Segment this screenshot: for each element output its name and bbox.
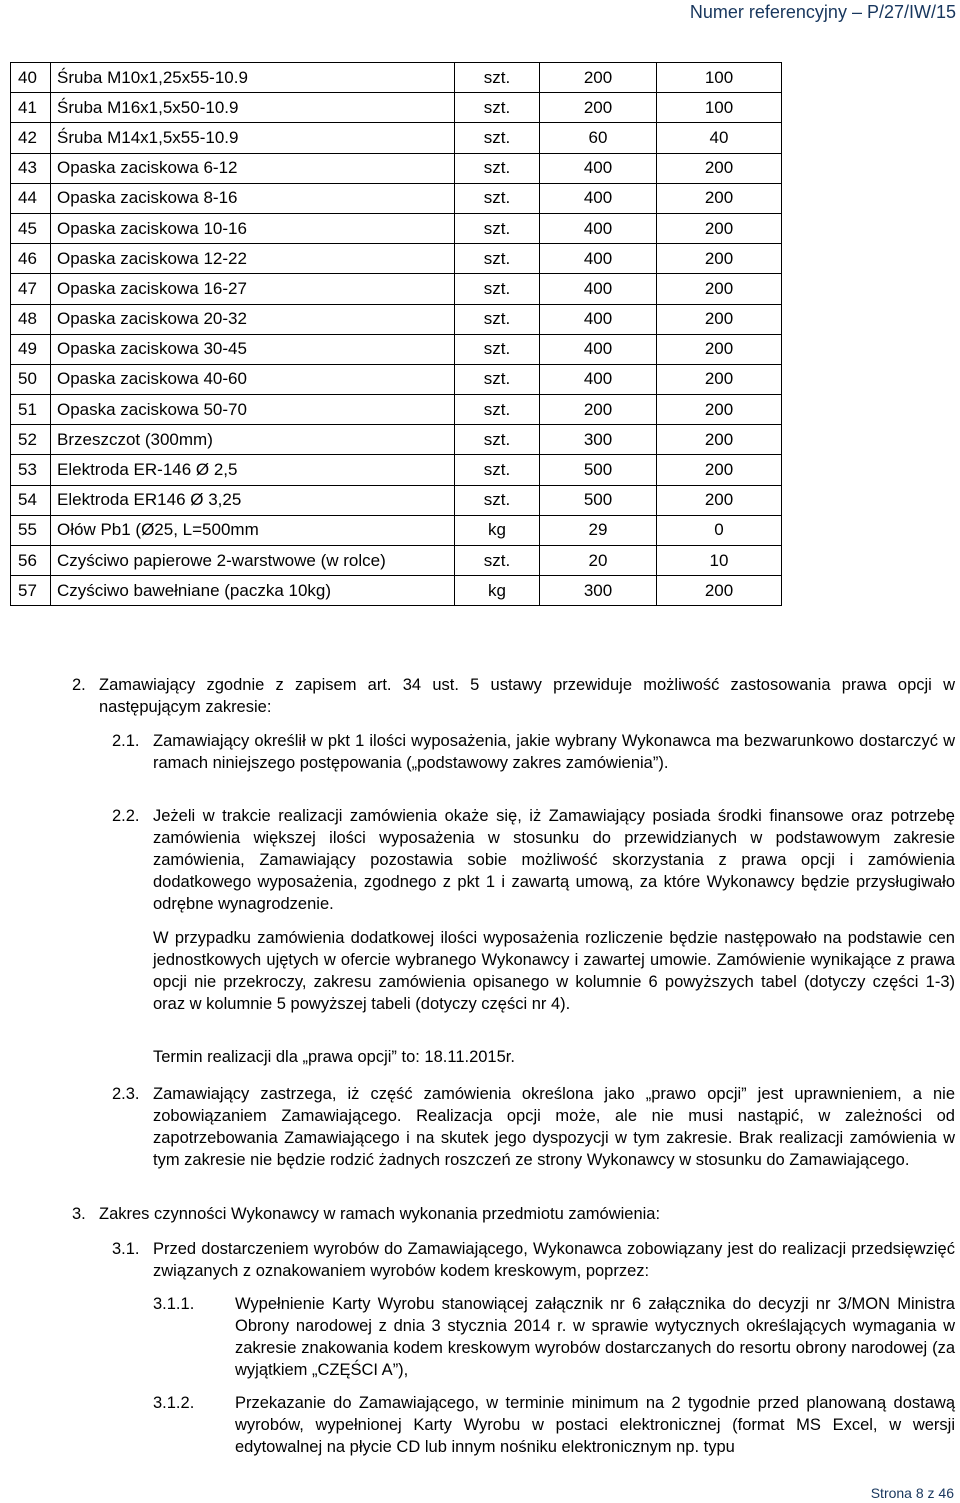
table-row — [11, 123, 782, 153]
cell-num: 52 — [11, 425, 51, 455]
section-2-label: 2. — [72, 676, 86, 694]
cell-qty2: 200 — [657, 334, 782, 364]
cell-name: Śruba M16x1,5x50-10.9 — [51, 93, 455, 123]
cell-qty1: 500 — [540, 455, 657, 485]
cell-num: 40 — [11, 63, 51, 93]
table-row — [11, 274, 782, 304]
cell-qty2: 200 — [657, 153, 782, 183]
table-row — [11, 515, 782, 545]
cell-qty2: 200 — [657, 364, 782, 394]
cell-num: 57 — [11, 576, 51, 606]
cell-num: 46 — [11, 244, 51, 274]
section-3-1-text: Przed dostarczeniem wyrobów do Zamawiającego, Wykonawca zobowiązany jest do realizacji przedsięwzięć związanych z oznakowaniem wyrobów kodem kreskowym, poprzez: — [153, 1240, 955, 1280]
cell-qty1: 400 — [540, 274, 657, 304]
section-3-1-1-text: Wypełnienie Karty Wyrobu stanowiącej załącznik nr 6 załącznika do decyzji nr 3/MON Ministra Obrony narodowej z dnia 3 stycznia 2014 r. w sprawie wytycznych określających wymagania w zakresie znakowania kodem kreskowym wyrobów dostarczanych do resortu obrony narodowej (za wyjątkiem „CZĘŚCI A”), — [235, 1295, 955, 1379]
cell-qty2: 200 — [657, 274, 782, 304]
section-3-1-label: 3.1. — [112, 1240, 140, 1258]
cell-qty2: 200 — [657, 455, 782, 485]
cell-qty1: 20 — [540, 546, 657, 576]
cell-unit: szt. — [455, 334, 540, 364]
cell-name: Elektroda ER146 Ø 3,25 — [51, 485, 455, 515]
cell-qty2: 200 — [657, 395, 782, 425]
cell-qty2: 40 — [657, 123, 782, 153]
cell-unit: szt. — [455, 244, 540, 274]
cell-name: Ołów Pb1 (Ø25, L=500mm — [51, 515, 455, 545]
cell-qty1: 29 — [540, 515, 657, 545]
cell-unit: szt. — [455, 153, 540, 183]
cell-num: 47 — [11, 274, 51, 304]
cell-num: 50 — [11, 364, 51, 394]
cell-unit: szt. — [455, 93, 540, 123]
equipment-table-body — [11, 63, 782, 606]
table-row — [11, 425, 782, 455]
cell-num: 48 — [11, 304, 51, 334]
cell-name: Brzeszczot (300mm) — [51, 425, 455, 455]
section-3-1-2-label: 3.1.2. — [153, 1394, 195, 1412]
section-2-2-text: Jeżeli w trakcie realizacji zamówienia okaże się, iż Zamawiający posiada środki finansowe oraz potrzebę zamówienia większej ilości wyposażenia w stosunku do przewidzianych w podstawowym zakresie zamówienia, Zamawiający pozostawia sobie możliwość skorzystania z prawa opcji i zamówienia dodatkowego wyposażenia, zgodnego z pkt 1 i zawartą umową, za które Wykonawcy będzie przysługiwało odrębne wynagrodzenie. — [153, 807, 955, 913]
table-row — [11, 93, 782, 123]
cell-qty1: 300 — [540, 576, 657, 606]
cell-qty2: 100 — [657, 63, 782, 93]
cell-qty2: 200 — [657, 183, 782, 213]
cell-num: 44 — [11, 183, 51, 213]
cell-name: Opaska zaciskowa 10-16 — [51, 213, 455, 243]
cell-qty1: 500 — [540, 485, 657, 515]
cell-qty1: 60 — [540, 123, 657, 153]
section-3-1-2-text: Przekazanie do Zamawiającego, w terminie minimum na 2 tygodnie przed planowaną dostawą wyrobów, wypełnionej Karty Wyrobu w postaci elektronicznej (format MS Excel, w wersji edytowalnej na płycie CD lub innym nośniku elektronicznym np. typu — [235, 1394, 955, 1456]
cell-name: Opaska zaciskowa 6-12 — [51, 153, 455, 183]
table-row — [11, 455, 782, 485]
cell-qty2: 200 — [657, 576, 782, 606]
cell-name: Opaska zaciskowa 16-27 — [51, 274, 455, 304]
option-deadline-text: Termin realizacji dla „prawa opcji” to: 18.11.2015r. — [153, 1048, 515, 1066]
cell-unit: szt. — [455, 63, 540, 93]
cell-name: Opaska zaciskowa 40-60 — [51, 364, 455, 394]
cell-unit: szt. — [455, 455, 540, 485]
cell-num: 55 — [11, 515, 51, 545]
cell-name: Elektroda ER-146 Ø 2,5 — [51, 455, 455, 485]
cell-qty2: 100 — [657, 93, 782, 123]
section-3-1-1-label: 3.1.1. — [153, 1295, 195, 1313]
table-row — [11, 395, 782, 425]
cell-qty2: 200 — [657, 304, 782, 334]
cell-qty1: 200 — [540, 395, 657, 425]
cell-name: Opaska zaciskowa 50-70 — [51, 395, 455, 425]
cell-name: Opaska zaciskowa 20-32 — [51, 304, 455, 334]
cell-qty1: 400 — [540, 213, 657, 243]
cell-unit: szt. — [455, 425, 540, 455]
cell-unit: szt. — [455, 364, 540, 394]
cell-num: 54 — [11, 485, 51, 515]
table-row — [11, 546, 782, 576]
cell-qty1: 400 — [540, 244, 657, 274]
cell-unit: szt. — [455, 546, 540, 576]
table-row — [11, 213, 782, 243]
cell-name: Śruba M14x1,5x55-10.9 — [51, 123, 455, 153]
cell-unit: szt. — [455, 123, 540, 153]
section-2-3-label: 2.3. — [112, 1085, 140, 1103]
table-row — [11, 485, 782, 515]
cell-qty2: 200 — [657, 425, 782, 455]
table-row — [11, 183, 782, 213]
cell-qty2: 0 — [657, 515, 782, 545]
cell-unit: szt. — [455, 274, 540, 304]
table-row — [11, 63, 782, 93]
cell-unit: kg — [455, 576, 540, 606]
cell-qty1: 200 — [540, 63, 657, 93]
page-number: Strona 8 z 46 — [870, 1485, 954, 1501]
cell-num: 42 — [11, 123, 51, 153]
cell-name: Opaska zaciskowa 12-22 — [51, 244, 455, 274]
cell-num: 49 — [11, 334, 51, 364]
section-3-label: 3. — [72, 1205, 86, 1223]
cell-qty2: 10 — [657, 546, 782, 576]
section-2-1-text: Zamawiający określił w pkt 1 ilości wyposażenia, jakie wybrany Wykonawca ma bezwarunkowo dostarczyć w ramach niniejszego postępowania („podstawowy zakres zamówienia”). — [153, 732, 955, 772]
cell-qty2: 200 — [657, 213, 782, 243]
cell-num: 45 — [11, 213, 51, 243]
cell-num: 51 — [11, 395, 51, 425]
section-2-2-label: 2.2. — [112, 807, 140, 825]
cell-unit: szt. — [455, 485, 540, 515]
table-row — [11, 576, 782, 606]
cell-qty2: 200 — [657, 244, 782, 274]
cell-name: Opaska zaciskowa 8-16 — [51, 183, 455, 213]
cell-name: Czyściwo papierowe 2-warstwowe (w rolce) — [51, 546, 455, 576]
cell-qty2: 200 — [657, 485, 782, 515]
cell-unit: szt. — [455, 395, 540, 425]
section-2-2-settlement-text: W przypadku zamówienia dodatkowej ilości wyposażenia rozliczenie będzie następowało na podstawie cen jednostkowych ujętych w ofercie wybranego Wykonawcy i zawartej umowie. Zamówienie wynikające z prawa opcji nie przekroczy, zakresu zamówienia opisanego w kolumnie 6 powyższych tabel (dotyczy części 1-3) oraz w kolumnie 5 powyższej tabeli (dotyczy części nr 4). — [153, 929, 955, 1013]
cell-qty1: 400 — [540, 304, 657, 334]
cell-qty1: 400 — [540, 183, 657, 213]
cell-unit: kg — [455, 515, 540, 545]
cell-unit: szt. — [455, 213, 540, 243]
section-2-3-text: Zamawiający zastrzega, iż część zamówienia określona jako „prawo opcji” jest uprawnieniem, a nie zobowiązaniem Zamawiającego. Realizacja opcji może, ale nie musi nastąpić, w zależności od zapotrzebowania Zamawiającego i na skutek jego dyspozycji w tym zakresie. Brak realizacji zamówienia w tym zakresie nie będzie rodzić żadnych roszczeń ze strony Wykonawcy w stosunku do Zamawiającego. — [153, 1085, 955, 1169]
cell-qty1: 400 — [540, 364, 657, 394]
cell-qty1: 400 — [540, 153, 657, 183]
table-row — [11, 153, 782, 183]
cell-num: 41 — [11, 93, 51, 123]
section-3-text: Zakres czynności Wykonawcy w ramach wykonania przedmiotu zamówienia: — [99, 1205, 661, 1223]
cell-name: Śruba M10x1,25x55-10.9 — [51, 63, 455, 93]
table-row — [11, 334, 782, 364]
cell-num: 53 — [11, 455, 51, 485]
cell-num: 43 — [11, 153, 51, 183]
cell-qty1: 400 — [540, 334, 657, 364]
cell-num: 56 — [11, 546, 51, 576]
cell-qty1: 300 — [540, 425, 657, 455]
table-row — [11, 364, 782, 394]
cell-qty1: 200 — [540, 93, 657, 123]
table-row — [11, 304, 782, 334]
table-row — [11, 244, 782, 274]
section-2-1-label: 2.1. — [112, 732, 140, 750]
equipment-table — [10, 62, 782, 606]
section-2-text: Zamawiający zgodnie z zapisem art. 34 ust. 5 ustawy przewiduje możliwość zastosowania prawa opcji w następującym zakresie: — [99, 676, 955, 716]
cell-unit: szt. — [455, 183, 540, 213]
cell-name: Czyściwo bawełniane (paczka 10kg) — [51, 576, 455, 606]
cell-unit: szt. — [455, 304, 540, 334]
document-reference-number: Numer referencyjny – P/27/IW/15 — [689, 2, 956, 22]
cell-name: Opaska zaciskowa 30-45 — [51, 334, 455, 364]
